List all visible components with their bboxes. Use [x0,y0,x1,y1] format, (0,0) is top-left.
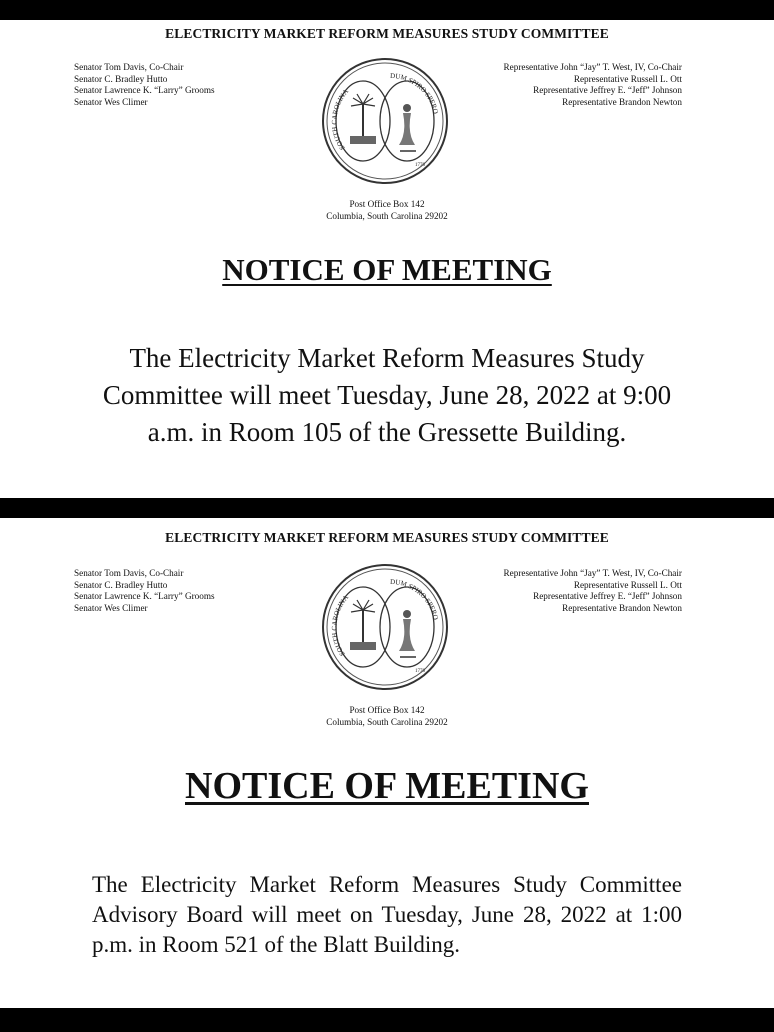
committee-title: ELECTRICITY MARKET REFORM MEASURES STUDY COMMITTEE [165,26,609,41]
notice-heading-text: NOTICE OF MEETING [185,765,589,807]
meeting-announcement: The Electricity Market Reform Measures Study Committee Advisory Board will meet on Tuesday, June 28, 2022 at 1:00 p.m. in Room 521 of the Blatt Building. [92,872,682,957]
representative-name: Representative Russell L. Ott [573,73,682,84]
notice-page-1 [0,20,774,498]
svg-text:SOUTH CAROLINA [330,88,350,152]
senators-list [74,62,215,108]
senator-name: Senator C. Bradley Hutto [74,579,168,590]
senator-name: Senator Tom Davis, Co-Chair [74,568,184,578]
senator-name: Senator Lawrence K. “Larry” Grooms [74,591,215,602]
mailing-address [0,704,774,728]
seal-year: 1776 [415,163,425,168]
senator-name: Senator Wes Climer [74,602,148,613]
notice-heading [0,252,774,288]
committee-title: ELECTRICITY MARKET REFORM MEASURES STUDY COMMITTEE [165,530,609,545]
svg-text:SOUTH CAROLINA [330,594,350,658]
svg-text:DUM SPIRO SPERO [390,72,440,115]
notice-heading-text: NOTICE OF MEETING [222,252,552,287]
seal-year: 1776 [415,669,425,674]
representatives-list [504,62,682,108]
address-line: Post Office Box 142 [349,199,425,209]
address-line: Columbia, South Carolina 29202 [326,211,448,221]
state-seal-icon [320,562,450,692]
representatives-list [504,568,682,614]
seal-motto: DUM SPIRO SPERO [389,71,440,115]
mailing-address [0,198,774,222]
svg-text:DUM SPIRO SPERO [390,578,440,621]
notice-page-2 [0,518,774,1008]
senator-name: Senator Tom Davis, Co-Chair [74,62,184,72]
seal-text: SOUTH CAROLINA [330,87,351,152]
representative-name: Representative John “Jay” T. West, IV, Co-Chair [503,568,682,578]
address-line: Columbia, South Carolina 29202 [326,717,448,727]
representative-name: Representative Brandon Newton [562,96,682,107]
representative-name: Representative Jeffrey E. “Jeff” Johnson [533,591,682,602]
meeting-announcement: The Electricity Market Reform Measures Study Committee will meet Tuesday, June 28, 2022 at 9:00 a.m. in Room 105 of the Gressette Building. [102,343,672,447]
senator-name: Senator Wes Climer [74,96,148,107]
senators-list [74,568,215,614]
representative-name: Representative Jeffrey E. “Jeff” Johnson [533,85,682,96]
address-line: Post Office Box 142 [349,705,425,715]
representative-name: Representative Russell L. Ott [573,579,682,590]
state-seal-icon [320,56,450,186]
senator-name: Senator Lawrence K. “Larry” Grooms [74,85,215,96]
seal-motto: DUM SPIRO SPERO [389,577,440,621]
notice-heading [0,764,774,808]
representative-name: Representative John “Jay” T. West, IV, Co-Chair [503,62,682,72]
representative-name: Representative Brandon Newton [562,602,682,613]
seal-text: SOUTH CAROLINA [330,593,351,658]
senator-name: Senator C. Bradley Hutto [74,73,168,84]
